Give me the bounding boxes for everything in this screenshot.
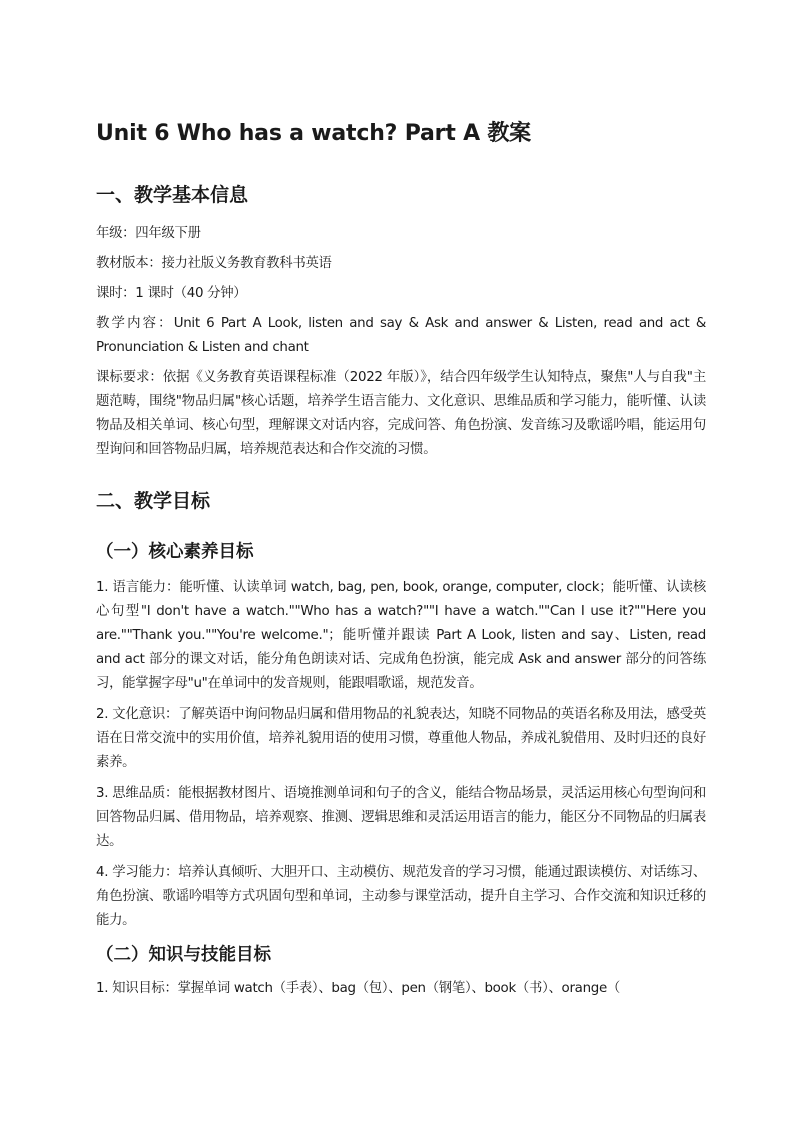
duration-line: 课时：1 课时（40 分钟） (96, 286, 247, 301)
standard-paragraph: 课标要求：依据《义务教育英语课程标准（2022 年版）》，结合四年级学生认知特点，聚焦"人与自我"主题范畴，围绕"物品归属"核心话题，培养学生语言能力、文化意识、思维品质和学习能力，能听懂、认读物品及相关单词、核心句型，理解课文对话内容，完成问答、角色扮演、发音练习及歌谣吟唱，能运用句型询问和回答物品归属，培养规范表达和合作交流的习惯。 (96, 370, 706, 457)
section-heading-basic-info: 一、教学基本信息 (96, 184, 249, 206)
objective-paragraph-culture: 2. 文化意识：了解英语中询问物品归属和借用物品的礼貌表达，知晓不同物品的英语名称及用法，感受英语在日常交流中的实用价值，培养礼貌用语的使用习惯，尊重他人物品，养成礼貌借用、及时归还的良好素养。 (96, 707, 706, 770)
content-paragraph: 教学内容：Unit 6 Part A Look, listen and say & Ask and answer & Listen, read and act & Pronunciation & Listen and chant (96, 316, 706, 355)
objective-paragraph-learning: 4. 学习能力：培养认真倾听、大胆开口、主动模仿、规范发音的学习习惯，能通过跟读模仿、对话练习、角色扮演、歌谣吟唱等方式巩固句型和单词，主动参与课堂活动，提升自主学习、合作交流和知识迁移的能力。 (96, 865, 706, 928)
objective-paragraph-thinking: 3. 思维品质：能根据教材图片、语境推测单词和句子的含义，能结合物品场景，灵活运用核心句型询问和回答物品归属、借用物品，培养观察、推测、逻辑思维和灵活运用语言的能力，能区分不同物品的归属表达。 (96, 786, 706, 849)
section-heading-objectives: 二、教学目标 (96, 490, 211, 512)
subsection-heading-core-literacy: （一）核心素养目标 (96, 542, 254, 562)
knowledge-objective-paragraph: 1. 知识目标：掌握单词 watch（手表）、bag（包）、pen（钢笔）、book（书）、orange（ (96, 981, 620, 996)
grade-line: 年级：四年级下册 (96, 226, 201, 241)
objective-paragraph-language: 1. 语言能力：能听懂、认读单词 watch, bag, pen, book, orange, computer, clock；能听懂、认读核心句型"I don't have a watch.""Who has a watch?""I have a watch.""Can I use it?""Here you are.""Thank you.""You're welcome."；能听懂并跟读 Part A Look, listen and say、Listen, read and act 部分的课文对话，能分角色朗读对话、完成角色扮演，能完成 Ask and answer 部分的问答练习，能掌握字母"u"在单词中的发音规则，能跟唱歌谣，规范发音。 (96, 580, 706, 691)
subsection-heading-knowledge-skills: （二）知识与技能目标 (96, 945, 271, 965)
document-title: Unit 6 Who has a watch? Part A 教案 (96, 121, 531, 146)
textbook-line: 教材版本：接力社版义务教育教科书英语 (96, 256, 332, 271)
document-content (96, 118, 706, 1008)
